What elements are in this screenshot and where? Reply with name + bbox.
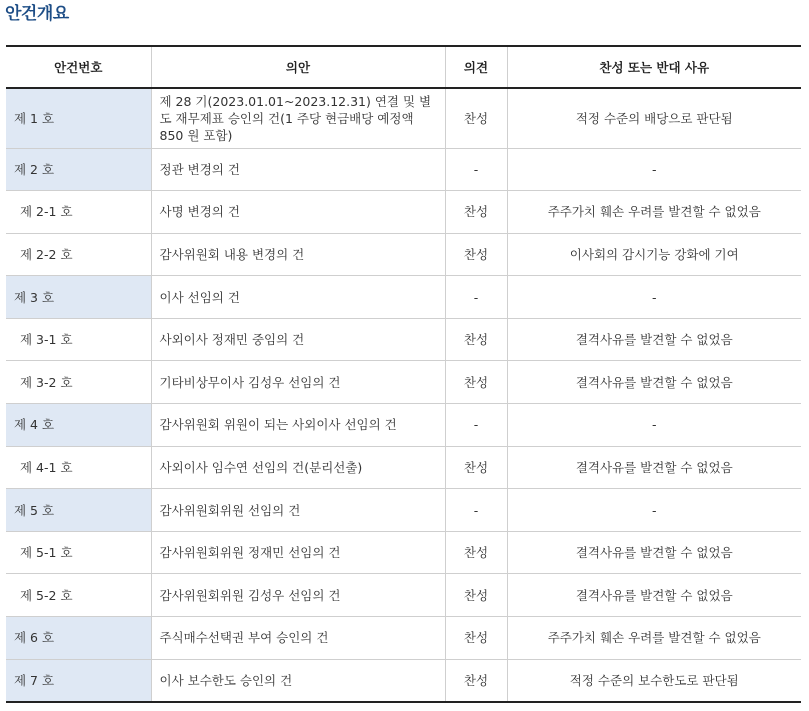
agenda-number-cell: 제 2-1 호 bbox=[6, 191, 151, 234]
reason-cell: - bbox=[507, 489, 801, 532]
agenda-number-cell: 제 6 호 bbox=[6, 617, 151, 660]
table-row bbox=[6, 617, 801, 660]
table-row bbox=[6, 531, 801, 574]
opinion-cell: 찬성 bbox=[445, 233, 507, 276]
agenda-item-cell: 감사위원회위원 정재민 선임의 건 bbox=[151, 531, 445, 574]
table-row bbox=[6, 446, 801, 489]
reason-cell: 결격사유를 발견할 수 없었음 bbox=[507, 446, 801, 489]
column-header-agenda-number: 안건번호 bbox=[6, 46, 151, 88]
column-header-reason: 찬성 또는 반대 사유 bbox=[507, 46, 801, 88]
agenda-number-cell: 제 7 호 bbox=[6, 659, 151, 702]
page-title: 안건개요 bbox=[5, 4, 69, 24]
agenda-item-cell: 감사위원회 내용 변경의 건 bbox=[151, 233, 445, 276]
opinion-cell: 찬성 bbox=[445, 659, 507, 702]
table-row bbox=[6, 659, 801, 702]
agenda-item-cell: 감사위원회위원 김성우 선임의 건 bbox=[151, 574, 445, 617]
column-header-agenda-item: 의안 bbox=[151, 46, 445, 88]
table-row bbox=[6, 148, 801, 191]
opinion-cell: - bbox=[445, 404, 507, 447]
table-row bbox=[6, 489, 801, 532]
agenda-number-cell: 제 4-1 호 bbox=[6, 446, 151, 489]
agenda-number-cell: 제 1 호 bbox=[6, 88, 151, 148]
table-row bbox=[6, 404, 801, 447]
agenda-item-cell: 이사 선임의 건 bbox=[151, 276, 445, 319]
agenda-item-cell: 사명 변경의 건 bbox=[151, 191, 445, 234]
reason-cell: - bbox=[507, 148, 801, 191]
agenda-item-cell: 감사위원회위원 선임의 건 bbox=[151, 489, 445, 532]
reason-cell: 주주가치 훼손 우려를 발견할 수 없었음 bbox=[507, 191, 801, 234]
reason-cell: 적정 수준의 배당으로 판단됨 bbox=[507, 88, 801, 148]
agenda-number-cell: 제 2-2 호 bbox=[6, 233, 151, 276]
table-row bbox=[6, 191, 801, 234]
agenda-number-cell: 제 3-1 호 bbox=[6, 318, 151, 361]
reason-cell: 결격사유를 발견할 수 없었음 bbox=[507, 531, 801, 574]
table-row bbox=[6, 233, 801, 276]
column-header-opinion: 의견 bbox=[445, 46, 507, 88]
opinion-cell: 찬성 bbox=[445, 318, 507, 361]
agenda-item-cell: 이사 보수한도 승인의 건 bbox=[151, 659, 445, 702]
agenda-number-cell: 제 3-2 호 bbox=[6, 361, 151, 404]
reason-cell: - bbox=[507, 276, 801, 319]
agenda-item-cell: 제 28 기(2023.01.01~2023.12.31) 연결 및 별도 재무제표 승인의 건(1 주당 현금배당 예정액 850 원 포함) bbox=[151, 88, 445, 148]
opinion-cell: - bbox=[445, 276, 507, 319]
opinion-cell: - bbox=[445, 489, 507, 532]
agenda-item-cell: 감사위원회 위원이 되는 사외이사 선임의 건 bbox=[151, 404, 445, 447]
agenda-item-cell: 주식매수선택권 부여 승인의 건 bbox=[151, 617, 445, 660]
opinion-cell: 찬성 bbox=[445, 574, 507, 617]
table-row bbox=[6, 574, 801, 617]
opinion-cell: 찬성 bbox=[445, 617, 507, 660]
agenda-item-cell: 사외이사 정재민 중임의 건 bbox=[151, 318, 445, 361]
opinion-cell: 찬성 bbox=[445, 88, 507, 148]
agenda-number-cell: 제 5-1 호 bbox=[6, 531, 151, 574]
reason-cell: 결격사유를 발견할 수 없었음 bbox=[507, 318, 801, 361]
agenda-number-cell: 제 5-2 호 bbox=[6, 574, 151, 617]
opinion-cell: 찬성 bbox=[445, 446, 507, 489]
agenda-table bbox=[6, 45, 801, 703]
table-row bbox=[6, 276, 801, 319]
reason-cell: 결격사유를 발견할 수 없었음 bbox=[507, 361, 801, 404]
agenda-item-cell: 정관 변경의 건 bbox=[151, 148, 445, 191]
reason-cell: 결격사유를 발견할 수 없었음 bbox=[507, 574, 801, 617]
table-header-row bbox=[6, 46, 801, 88]
agenda-number-cell: 제 3 호 bbox=[6, 276, 151, 319]
agenda-number-cell: 제 5 호 bbox=[6, 489, 151, 532]
agenda-number-cell: 제 4 호 bbox=[6, 404, 151, 447]
opinion-cell: 찬성 bbox=[445, 361, 507, 404]
agenda-item-cell: 기타비상무이사 김성우 선임의 건 bbox=[151, 361, 445, 404]
reason-cell: 이사회의 감시기능 강화에 기여 bbox=[507, 233, 801, 276]
table-row bbox=[6, 361, 801, 404]
reason-cell: 적정 수준의 보수한도로 판단됨 bbox=[507, 659, 801, 702]
reason-cell: - bbox=[507, 404, 801, 447]
table-row bbox=[6, 318, 801, 361]
opinion-cell: - bbox=[445, 148, 507, 191]
reason-cell: 주주가치 훼손 우려를 발견할 수 없었음 bbox=[507, 617, 801, 660]
table-row bbox=[6, 88, 801, 148]
opinion-cell: 찬성 bbox=[445, 531, 507, 574]
agenda-item-cell: 사외이사 임수연 선임의 건(분리선출) bbox=[151, 446, 445, 489]
agenda-number-cell: 제 2 호 bbox=[6, 148, 151, 191]
opinion-cell: 찬성 bbox=[445, 191, 507, 234]
